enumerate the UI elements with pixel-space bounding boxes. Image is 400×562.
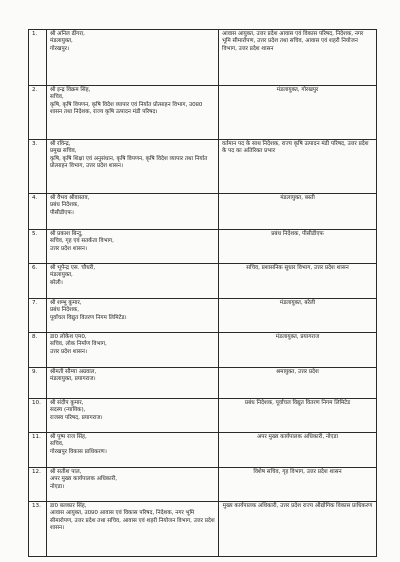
table-row [29,468,377,502]
table-row [29,230,377,264]
current-post: श्री प्रकाश बिन्दु, सचिव, गृह एवं सतर्कता विभाग, उत्तर प्रदेश शासन। [47,230,219,264]
current-post: श्री इन्द्र विक्रम सिंह, सचिव, कृषि, कृषि विपणन, कृषि विदेश व्यापार एवं निर्यात प्रोत्साहन विभाग, उ0प्र0 शासन तथा निदेशक, राज्य कृषि उत्पादन मंडी परिषद। [47,86,219,140]
row-number: 4. [29,194,47,230]
current-post: श्री पुष्प राज सिंह, सचिव, गोरखपुर विकास प्राधिकरण। [47,433,219,468]
row-number: 5. [29,230,47,264]
row-number: 2. [29,86,47,140]
row-number: 10. [29,399,47,433]
current-post: डा0 लोकेश एम0, सचिव, लोक निर्माण विभाग, उत्तर प्रदेश शासन। [47,333,219,368]
new-post: प्रबंध निदेशक, पूर्वांचल विद्युत वितरण निगम लिमिटेड [219,399,377,433]
new-post: सचिव, प्रशासनिक सुधार विभाग, उत्तर प्रदेश शासन [219,264,377,299]
current-post: श्री अनिल ढींगरा, मंडलायुक्त, गोरखपुर। [47,30,219,86]
row-number: 6. [29,264,47,299]
row-number: 9. [29,368,47,399]
new-post: मंडलायुक्त, गोरखपुर [219,86,377,140]
current-post: डा0 बलकार सिंह, आवास आयुक्त, उ0प्र0 आवास एवं विकास परिषद, निदेशक, नगर भूमि सीमारोपण, उत्तर प्रदेश तथा सचिव, आवास एवं शहरी नियोजन विभाग, उत्तर प्रदेश शासन। [47,502,219,557]
new-post: आवास आयुक्त, उत्तर प्रदेश आवास एवं विकास परिषद, निदेशक, नगर भूमि सीमारोपण, उत्तर प्रदेश तथा सचिव, आवास एवं शहरी नियोजन विभाग, उत्तर प्रदेश शासन [219,30,377,86]
table-row [29,140,377,194]
row-number: 8. [29,333,47,368]
current-post: श्री रविन्द्र, प्रमुख सचिव, कृषि, कृषि शिक्षा एवं अनुसंधान, कृषि विपणन, कृषि विदेश व्यापार तथा निर्यात प्रोत्साहन विभाग, उत्तर प्रदेश शासन। [47,140,219,194]
row-number: 12. [29,468,47,502]
current-post: श्री संदीप कुमार, सदस्य (न्यायिक), राजस्व परिषद, प्रयागराज। [47,399,219,433]
table-row [29,30,377,86]
transfer-table [28,29,377,557]
new-post: प्रबंध निदेशक, पीसीडीएफ [219,230,377,264]
new-post: विशेष सचिव, गृह विभाग, उत्तर प्रदेश शासन [219,468,377,502]
table-row [29,299,377,333]
new-post: मंडलायुक्त, प्रयागराज [219,333,377,368]
table-row [29,368,377,399]
table-row [29,502,377,557]
table-row [29,86,377,140]
new-post: मुख्य कार्यपालक अधिकारी, उत्तर प्रदेश राज्य औद्योगिक विकास प्राधिकरण [219,502,377,557]
row-number: 13. [29,502,47,557]
new-post: वर्तमान पद के साथ निदेशक, राज्य कृषि उत्पादन मंडी परिषद, उत्तर प्रदेश के पद का अतिरिक्त प्रभार [219,140,377,194]
current-post: श्री शम्भु कुमार, प्रबंध निदेशक, पूर्वांचल विद्युत वितरण निगम लिमिटेड। [47,299,219,333]
current-post: श्री भूपेन्द्र एस. चौधरी, मंडलायुक्त, बरेली। [47,264,219,299]
row-number: 1. [29,30,47,86]
new-post: अपर मुख्य कार्यपालक अधिकारी, नोएडा [219,433,377,468]
table-row [29,333,377,368]
row-number: 7. [29,299,47,333]
current-post: श्री वैभव श्रीवास्तव, प्रबंध निदेशक, पीसीडीएफ। [47,194,219,230]
table-row [29,264,377,299]
new-post: श्रमायुक्त, उत्तर प्रदेश [219,368,377,399]
new-post: मंडलायुक्त, बरेली [219,299,377,333]
new-post: मंडलायुक्त, बस्ती [219,194,377,230]
row-number: 11. [29,433,47,468]
current-post: श्री सतीश पाल, अपर मुख्य कार्यपालक अधिकारी, नोएडा। [47,468,219,502]
table-row [29,433,377,468]
row-number: 3. [29,140,47,194]
table-row [29,194,377,230]
current-post: श्रीमती सौम्या अग्रवाल, मंडलायुक्त, प्रयागराज। [47,368,219,399]
table-row [29,399,377,433]
